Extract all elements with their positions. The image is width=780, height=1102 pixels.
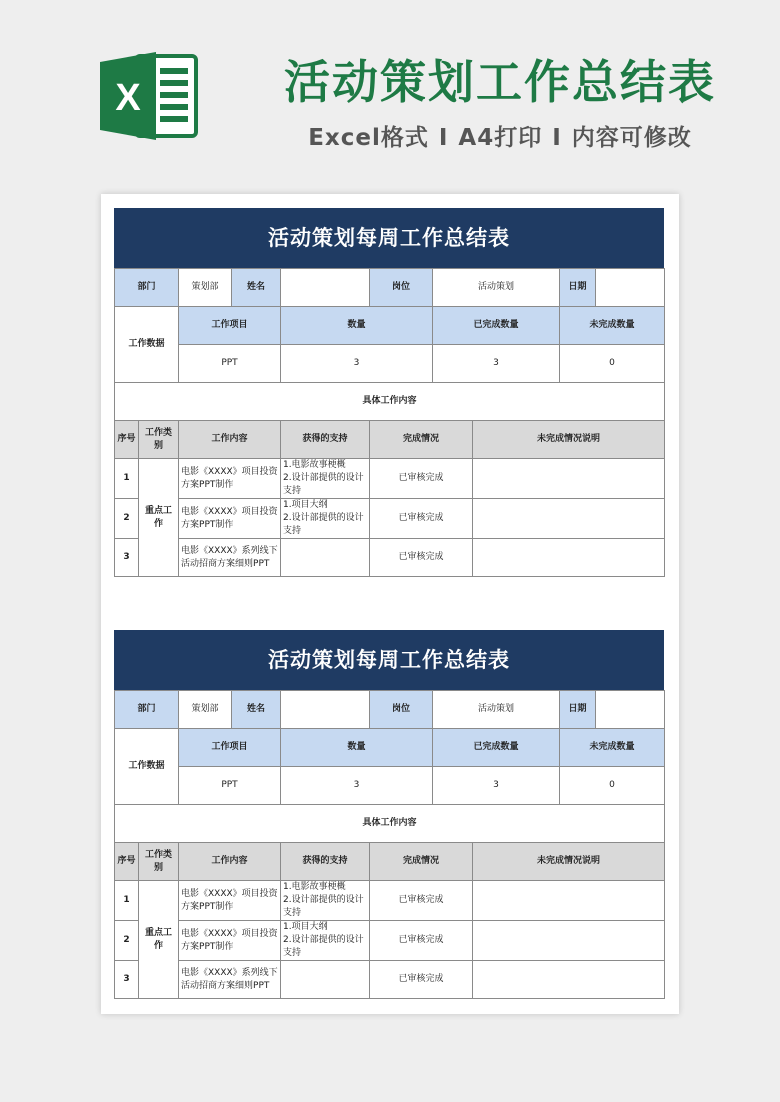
detail-header: 序号	[115, 421, 139, 459]
detail-header: 工作内容	[179, 421, 281, 459]
support-line: 1.电影故事梗概	[283, 460, 346, 470]
detail-header: 完成情况	[370, 843, 473, 881]
name-value[interactable]	[281, 269, 370, 307]
subtitle-separator: I	[438, 125, 449, 151]
info-row	[115, 691, 665, 729]
post-label: 岗位	[370, 691, 433, 729]
work-content[interactable]: 电影《XXXX》项目投资方案PPT制作	[179, 459, 281, 499]
dept-value[interactable]: 策划部	[179, 691, 232, 728]
detail-row	[115, 499, 665, 539]
support-line: 2.设计部提供的设计支持	[283, 895, 364, 918]
detail-header: 获得的支持	[281, 421, 370, 459]
dept-name-cell	[179, 691, 281, 729]
completion-status[interactable]: 已审核完成	[370, 499, 473, 539]
date-label: 日期	[560, 269, 596, 306]
post-value[interactable]: 活动策划	[433, 269, 560, 307]
row-number: 1	[115, 459, 139, 499]
detail-row	[115, 881, 665, 921]
date-label: 日期	[560, 691, 596, 728]
support-line: 2.设计部提供的设计支持	[283, 513, 364, 536]
detail-header: 工作内容	[179, 843, 281, 881]
support-cell[interactable]	[281, 499, 370, 539]
support-cell[interactable]	[281, 539, 370, 577]
dept-label: 部门	[115, 269, 179, 307]
work-data-header: 数量	[281, 729, 433, 767]
support-line: 1.项目大纲	[283, 500, 328, 510]
work-category[interactable]: 重点工作	[139, 881, 179, 999]
work-data-value[interactable]: 0	[560, 767, 665, 805]
work-data-value[interactable]: 3	[281, 345, 433, 383]
excel-logo-icon	[100, 48, 198, 144]
work-content[interactable]: 电影《XXXX》系列线下活动招商方案细则PPT	[179, 539, 281, 577]
incomplete-note[interactable]	[473, 921, 665, 961]
post-label: 岗位	[370, 269, 433, 307]
dept-label: 部门	[115, 691, 179, 729]
name-label: 姓名	[232, 269, 280, 306]
work-category[interactable]: 重点工作	[139, 459, 179, 577]
work-data-label: 工作数据	[115, 307, 179, 383]
work-data-value[interactable]: 3	[281, 767, 433, 805]
support-line: 1.电影故事梗概	[283, 882, 346, 892]
work-data-value[interactable]: 3	[433, 767, 560, 805]
subtitle-excel: Excel格式	[308, 125, 429, 151]
work-data-value[interactable]: 0	[560, 345, 665, 383]
detail-header: 工作类别	[139, 421, 179, 459]
subtitle-edit: 内容可修改	[571, 125, 692, 151]
incomplete-note[interactable]	[473, 459, 665, 499]
work-data-label: 工作数据	[115, 729, 179, 805]
work-data-header: 工作项目	[179, 729, 281, 767]
work-data-header: 工作项目	[179, 307, 281, 345]
completion-status[interactable]: 已审核完成	[370, 881, 473, 921]
work-data-value[interactable]: 3	[433, 345, 560, 383]
work-data-value[interactable]: PPT	[179, 345, 281, 383]
work-data-value-row	[115, 345, 665, 383]
document-page	[101, 194, 679, 1014]
info-row	[115, 269, 665, 307]
row-number: 2	[115, 499, 139, 539]
work-data-value-row	[115, 767, 665, 805]
detail-row	[115, 921, 665, 961]
detail-row	[115, 459, 665, 499]
detail-header: 完成情况	[370, 421, 473, 459]
support-line: 2.设计部提供的设计支持	[283, 935, 364, 958]
dept-value[interactable]: 策划部	[179, 269, 232, 306]
page-title: 活动策划工作总结表	[284, 55, 716, 109]
completion-status[interactable]: 已审核完成	[370, 539, 473, 577]
detail-title-row	[115, 805, 665, 843]
sheet-title: 活动策划每周工作总结表	[114, 630, 664, 690]
detail-header: 序号	[115, 843, 139, 881]
incomplete-note[interactable]	[473, 499, 665, 539]
detail-header-row	[115, 843, 665, 881]
completion-status[interactable]: 已审核完成	[370, 961, 473, 999]
name-value[interactable]	[281, 691, 370, 729]
summary-sheet	[114, 208, 664, 577]
row-number: 3	[115, 961, 139, 999]
row-number: 3	[115, 539, 139, 577]
detail-row	[115, 961, 665, 999]
work-data-header: 已完成数量	[433, 729, 560, 767]
work-data-header: 数量	[281, 307, 433, 345]
detail-row	[115, 539, 665, 577]
summary-sheet	[114, 630, 664, 999]
summary-table	[114, 268, 665, 577]
support-cell[interactable]	[281, 459, 370, 499]
dept-name-cell	[179, 269, 281, 307]
detail-title-row	[115, 383, 665, 421]
page-subtitle	[240, 122, 760, 154]
name-label: 姓名	[232, 691, 280, 728]
work-data-value[interactable]: PPT	[179, 767, 281, 805]
work-content[interactable]: 电影《XXXX》系列线下活动招商方案细则PPT	[179, 961, 281, 999]
work-content[interactable]: 电影《XXXX》项目投资方案PPT制作	[179, 881, 281, 921]
detail-header: 未完成情况说明	[473, 843, 665, 881]
excel-logo-letter: X	[115, 77, 141, 119]
detail-header: 获得的支持	[281, 843, 370, 881]
detail-title: 具体工作内容	[115, 805, 665, 843]
incomplete-note[interactable]	[473, 961, 665, 999]
detail-header: 未完成情况说明	[473, 421, 665, 459]
support-cell[interactable]	[281, 961, 370, 999]
work-data-header: 已完成数量	[433, 307, 560, 345]
support-cell[interactable]	[281, 921, 370, 961]
detail-header: 工作类别	[139, 843, 179, 881]
subtitle-separator: I	[552, 125, 562, 151]
completion-status[interactable]: 已审核完成	[370, 921, 473, 961]
detail-title: 具体工作内容	[115, 383, 665, 421]
row-number: 2	[115, 921, 139, 961]
sheet-title: 活动策划每周工作总结表	[114, 208, 664, 268]
work-data-header: 未完成数量	[560, 307, 665, 345]
summary-table	[114, 690, 665, 999]
support-cell[interactable]	[281, 881, 370, 921]
incomplete-note[interactable]	[473, 881, 665, 921]
date-value[interactable]	[596, 269, 664, 306]
date-cell	[560, 269, 665, 307]
work-data-header: 未完成数量	[560, 729, 665, 767]
work-content[interactable]: 电影《XXXX》项目投资方案PPT制作	[179, 499, 281, 539]
support-line: 1.项目大纲	[283, 922, 328, 932]
post-value[interactable]: 活动策划	[433, 691, 560, 729]
work-content[interactable]: 电影《XXXX》项目投资方案PPT制作	[179, 921, 281, 961]
date-cell	[560, 691, 665, 729]
support-line: 2.设计部提供的设计支持	[283, 473, 364, 496]
incomplete-note[interactable]	[473, 539, 665, 577]
subtitle-a4: A4打印	[458, 125, 543, 151]
work-data-header-row	[115, 307, 665, 345]
work-data-header-row	[115, 729, 665, 767]
row-number: 1	[115, 881, 139, 921]
completion-status[interactable]: 已审核完成	[370, 459, 473, 499]
detail-header-row	[115, 421, 665, 459]
date-value[interactable]	[596, 691, 664, 728]
